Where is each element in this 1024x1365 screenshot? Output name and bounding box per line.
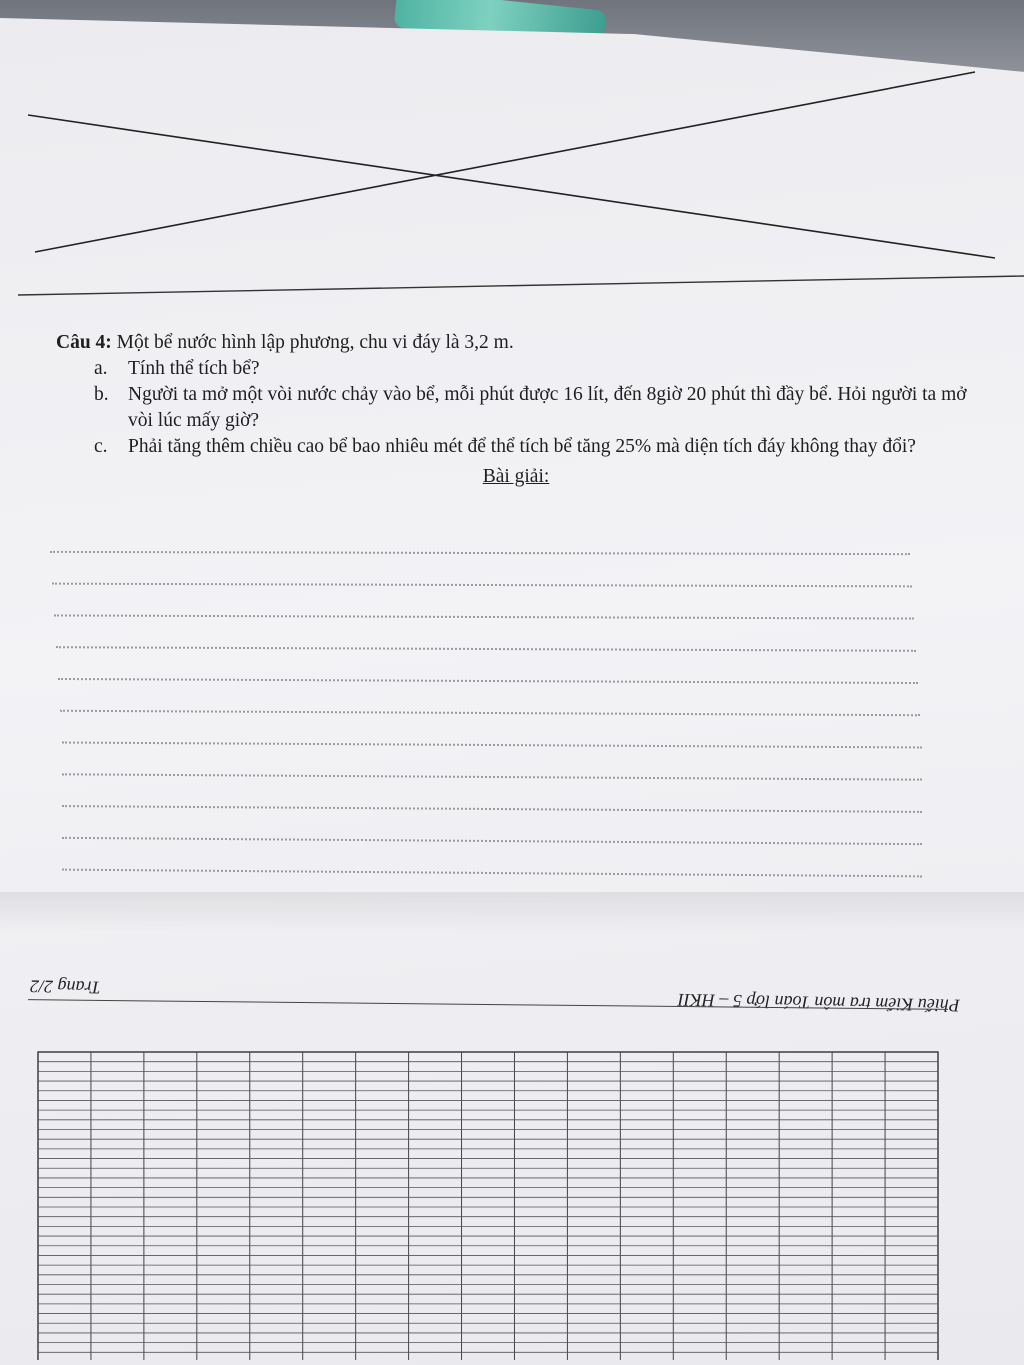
question-block	[56, 330, 976, 490]
item-label: b.	[94, 384, 109, 405]
solution-title: Bài giải:	[482, 466, 550, 487]
item-label: c.	[94, 436, 108, 457]
question-item-a	[56, 356, 976, 382]
question-item-b	[56, 382, 976, 434]
crossed-out-area	[0, 0, 1024, 300]
ruled-grid	[36, 1040, 946, 1365]
item-text: Phải tăng thêm chiều cao bể bao nhiêu mét để thể tích bể tăng 25% mà diện tích đáy không thay đổi?	[128, 436, 916, 457]
question-text: Một bể nước hình lập phương, chu vi đáy là 3,2 m.	[116, 332, 514, 353]
question-number: Câu 4:	[56, 332, 112, 353]
item-label: a.	[94, 358, 108, 379]
paper-fold	[0, 892, 1024, 932]
footer-title: Phiếu Kiểm tra môn Toán lớp 5 – HKII	[677, 989, 960, 1016]
item-text: Người ta mở một vòi nước chảy vào bể, mỗi phút được 16 lít, đến 8giờ 20 phút thì đầy bể. Hỏi người ta mở vòi lúc mấy giờ?	[128, 384, 967, 431]
footer-page-number: Trang 2/2	[29, 976, 101, 998]
question-heading	[56, 330, 976, 356]
item-text: Tính thể tích bể?	[128, 358, 260, 379]
question-item-c	[56, 434, 976, 460]
